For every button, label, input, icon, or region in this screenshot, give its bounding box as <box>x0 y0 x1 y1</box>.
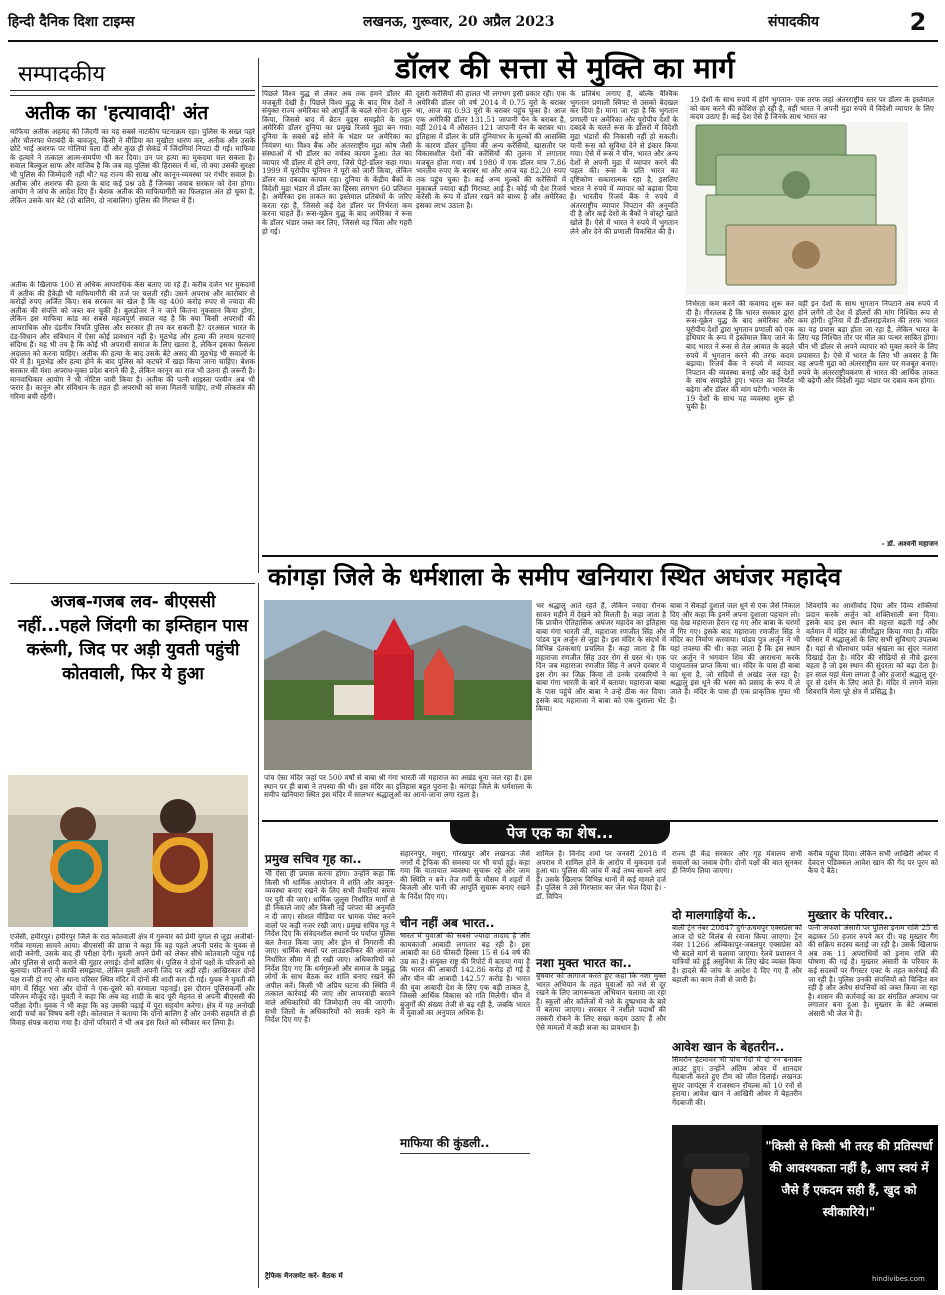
column-rule <box>258 583 259 1288</box>
section-rule <box>10 583 255 584</box>
headline-rule <box>262 86 938 87</box>
couple-photo <box>8 775 248 927</box>
atiq-headline: अतीक का 'हत्यावादी' अंत <box>25 102 209 124</box>
quote-site: hindivibes.com <box>872 1275 925 1283</box>
quote-text: "किसी से किसी भी तरह की प्रतिस्पर्धा की आवश्यकता नहीं है, आप स्वयं में जैसे हैं एकदम सही हैं, खुद को स्वीकारिये।" <box>765 1139 933 1219</box>
mukhtar-body: पत्नी अफशां अंसारी पर पुलिस इनाम राशि 25 से बढ़ाकर 50 हजार रुपये कर दी। वह मुख्तार गैंग की सक्रिय सदस्य बताई जा रही है। उसके खिलाफ अब तक 11 अपराधियों को इनाम राशि की घोषणा की गई है। मुख्तार अंसारी के परिवार के कई सदस्यों पर गैंगस्टर एक्ट के तहत कार्रवाई की जा रही है। पुलिस उनकी संपत्तियों को चिन्हित कर रही है और अवैध संपत्तियों को जब्त किया जा रहा है। शासन की कार्रवाई का डर संगठित अपराध पर लगातार बना हुआ है। मुख्तार के बेटे अब्बास अंसारी भी जेल में हैं। <box>808 924 938 1018</box>
mafia-title: माफिया की कुंडली.. <box>400 1134 530 1154</box>
dollar-col-2: दूसरी करेंसियों की हालत भी लगभग इसी प्रकार रही। एक अमेरिकी डॉलर जो वर्ष 2014 में 0.75 यूरो के बराबर था, आज वह 0.93 यूरो के बराबर पहुंच चुका है। आज एक अमेरिकी डॉलर 131.51 जापानी येन के बराबर है, वहीं 2014 में औसतन 121 जापानी येन के बराबर था। इतिहास में डॉलर के प्रति दुनियाभर के मुल्कों की आसक्ति के कारण डॉलर दुनिया की अन्य करेंसियों, खासतौर पर विकासशील देशों की करेंसियों की तुलना में लगातार मजबूत होता गया। वर्ष 1980 में एक डॉलर मात्र 7.86 भारतीय रुपए के बराबर था और आज वह 82.20 रुपए तक पहुंच चुका है। कई अन्य मुल्कों की करेंसियों में मुकाबले ज्यादा बड़ी गिरावट आई है। कोई भी देश रिजर्व करेंसी के रूप में डॉलर रखने को बाध्य है और अमेरिका इसका लाभ उठाता है। <box>416 90 566 210</box>
love-body: एजेंसी, हमीरपुर। हमीरपुर जिले के राठ कोतवाली क्षेत्र में गुरुवार को प्रेमी युगल से जुड़ा अजीबो-गरीब मामला सामने आया। बीएससी की छात्रा ने कहा कि वह पहले अपनी पसंद के युवक से शादी करेगी, उसके बाद ही परीक्षा देगी। युवती अपने प्रेमी को लेकर सीधे कोतवाली पहुंच गई और पुलिस से शादी कराने की गुहार लगाई। दोनों बालिग थे। पुलिस ने दोनों पक्षों के परिजनों को बुलाया। परिजनों ने काफी समझाया, लेकिन युवती अपनी जिद पर अड़ी रही। आखिरकार दोनों पक्ष राजी हो गए और थाना परिसर स्थित मंदिर में दोनों की शादी करा दी गई। युवक ने युवती की मांग में सिंदूर भरा और दोनों ने एक-दूसरे को वरमाला पहनाई। इस दौरान पुलिसकर्मी और परिजन मौजूद रहे। युवती ने कहा कि अब वह शादी के बाद पूरी मेहनत से अपनी बीएससी की परीक्षा देगी। युवक ने भी कहा कि वह उसकी पढ़ाई में पूरा सहयोग करेगा। क्षेत्र में यह अनोखी शादी चर्चा का विषय बनी रही। कोतवाल ने बताया कि दोनों बालिग हैं और उनकी सहमति से ही विवाह संपन्न कराया गया है। दोनों परिवारों ने भी अब इस रिश्ते को स्वीकार कर लिया है। <box>10 933 255 1027</box>
section-name: संपादकीय <box>768 14 819 30</box>
malgadi-body: बाली ट्रेन नंबर 20847 दुर्ग-ऊधमपुर एक्सप्रेस को आज दो घंटे विलंब से रवाना किया जाएगा। ट्रेन नंबर 11266 अम्बिकापुर-जबलपुर एक्सप्रेस को भी बदले मार्ग से चलाया जाएगा। रेलवे प्रशासन ने यात्रियों को हुई असुविधा के लिए खेद व्यक्त किया है। हादसे की जांच के आदेश दे दिए गए हैं और बहाली का काम तेजी से जारी है। <box>672 924 802 984</box>
farright-body-1: राज्य ही केंद्र सरकार और गृह मंत्रालय सभी सवालों का जवाब देगी। दोनों पक्षों की बात सुनकर ही निर्णय लिया जाएगा। <box>672 850 802 876</box>
sachiv-title: प्रमुख सचिव गृह का.. <box>265 850 395 870</box>
temple-caption: पांच ऐसा मंदिर जहां पर 500 वर्षों से बाबा श्री गंगा भारती जी महाराज का अखंड धूना जल रहा है। इस स्थान पर ही बाबा ने तपस्या की थी। इस मंदिर का इतिहास बहुत पुराना है। कांगड़ा जिले के धर्मशाला के समीप खनियारा स्थित इस मंदिर में सालभर श्रद्धालुओं का आना-जाना लगा रहता है। <box>264 774 532 800</box>
label-rule <box>10 90 255 96</box>
nasha-body: बुधवार को आगाज करते हुए कहा कि नशा मुक्त भारत अभियान के तहत युवाओं को नशे से दूर रखने के लिए जागरूकता अभियान चलाया जा रहा है। स्कूलों और कॉलेजों में नशे के दुष्प्रभाव के बारे में बताया जाएगा। सरकार ने नशीले पदार्थों की तस्करी रोकने के लिए सख्त कदम उठाए हैं और ऐसे मामलों में कड़ी सजा का प्रावधान है। <box>536 972 666 1032</box>
awesh-body: सिमरोन हेटमायर भी पांच गेंदों में दो रन बनाकर आउट हुए। उन्होंने अंतिम ओवर में शानदार गेंदबाजी करते हुए टीम को जीत दिलाई। लखनऊ सुपर जायंट्स ने राजस्थान रॉयल्स को 10 रनों से हराया। आवेश खान ने आखिरी ओवर में बेहतरीन गेंदबाजी की। <box>672 1056 802 1107</box>
china-body: भारत में युवाओं की सबसे ज्यादा तादाद है और कामकाजी आबादी लगातार बढ़ रही है। इस आबादी का 68 फीसदी हिस्सा 15 से 64 वर्ष की उम्र का है। संयुक्त राष्ट्र की रिपोर्ट में बताया गया है कि भारत की आबादी 142.86 करोड़ हो गई है और चीन की आबादी 142.57 करोड़ है। भारत की युवा आबादी देश के लिए एक बड़ी ताकत है, जिससे आर्थिक विकास को गति मिलेगी। चीन में बुजुर्गों की संख्या तेजी से बढ़ रही है, जबकि भारत में युवाओं का अनुपात अधिक है। <box>400 932 530 1018</box>
malgadi-title: दो मालगाड़ियों के.. <box>672 906 802 926</box>
dollar-col-1: पिछले विश्व युद्ध से लेकर अब तक हमने डॉलर की मजबूती देखी है। पिछले विश्व युद्ध के बाद मित्र देशों ने संयुक्त राज्य अमेरिका को आपूर्ति के बदले सोना देना शुरू किया, जिससे बाद में ब्रेटन वुड्स समझौते के तहत अमेरिकी डॉलर दुनिया का प्रमुख रिजर्व मुद्रा बन गया। दुनिया के सबसे बड़े सोने के भंडार पर अमेरिका का नियंत्रण था। विश्व बैंक और अंतरराष्ट्रीय मुद्रा कोष जैसी संस्थाओं में भी डॉलर का वर्चस्व कायम हुआ। तेल का व्यापार भी डॉलर में होने लगा, जिसे पेट्रो-डॉलर कहा गया। 1999 में यूरोपीय यूनियन ने यूरो को जारी किया, लेकिन डॉलर का दबदबा कायम रहा। दुनिया के केंद्रीय बैंकों के विदेशी मुद्रा भंडार में डॉलर का हिस्सा लगभग 60 प्रतिशत है। अमेरिका इस ताकत का इस्तेमाल प्रतिबंधों के जरिए करता रहा है, जिससे कई देश डॉलर पर निर्भरता कम करना चाहते हैं। रूस-यूक्रेन युद्ध के बाद अमेरिका ने रूस के डॉलर भंडार जब्त कर लिए, जिससे यह चिंता और गहरी हो गई। <box>262 90 412 236</box>
mukhtar-intro: करीब पहुंचा दिया। लेकिन सभी आखिरी ओवर में देवदत्त पडिक्कल आवेश खान की गेंद पर पूरन को कैच दे बैठे। <box>808 850 938 876</box>
awesh-title: आवेश खान के बेहतरीन.. <box>672 1038 802 1058</box>
column-rule <box>258 58 259 573</box>
dollar-byline: - डॉ. अश्वनी महाजन <box>881 540 938 548</box>
atiq-body-left: अतीक के खिलाफ 100 से अधिक आपराधिक केस बताए जा रहे हैं। करीब दर्जन भर मुकदमों में अतीक की हैकेड़ी भी माफियागीरी की तर्ज पर चलती रही। उसने अपराध और कारोबार से करोड़ों रुपए अर्जित किए। सब सरकार का खेल है कि यह 400 करोड़ रुपए से ज्यादा की अतीक की संपत्ति को जब्त कर चुकी है। बुलडोजर ने न जाने कितना नुकसान किया होगा, लेकिन इस माफिया कांड का सबसे महत्वपूर्ण सवाल यह है कि क्या किसी अपराधी की आपराधिक और दंडनीय नियति पुलिस और सरकार ही तय कर सकती है? दरअसल भारत के दंड-विधान और संविधान में ऐसा कोई प्रावधान नहीं है। मुठभेड़ और हत्या की तमाम घटनाएं संदिग्ध हैं। यह भी तय है कि कोई भी अपराधी समाज के लिए खतरा है, लेकिन इसका फैसला अदालत को करना चाहिए। अतीक की हत्या के बाद उसके बेटे असद की मुठभेड़ भी सवालों के घेरे में है। मुठभेड़ और हत्या होने के बाद पुलिस को कटघरे में खड़ा किया जाना चाहिए। बेशक सरकार की मंशा अपराध-मुक्त प्रदेश बनाने की है, लेकिन कानून का राज भी उतना ही जरूरी है। मानवाधिकार आयोग ने भी नोटिस जारी किया है। अतीक की पत्नी शाइस्ता परवीन अब भी फरार है। कानून और संविधान के तहत ही अपराधी को सजा मिलनी चाहिए, तभी लोकतंत्र की गरिमा बची रहेगी। <box>10 281 255 401</box>
mukhtar-title: मुख्तार के परिवार.. <box>808 906 938 926</box>
sachiv-footer: ट्रैफिक मैनजमेंट करें- बैठक में <box>265 1272 343 1280</box>
portrait-image <box>672 1125 762 1290</box>
nasha-title: नशा मुक्त भारत का.. <box>536 954 666 974</box>
page-number: 2 <box>909 8 927 36</box>
temple-col-1: भर श्रद्धालु आते रहते हैं, लेकिन ज्यादा रौनक सावन महीने में देखने को मिलती है। कहा जाता है कि प्राचीन ऐतिहासिक अघंजर महादेव का इतिहास बाबा गंगा भारती जी, महाराजा रणजीत सिंह और पांडव पुत्र अर्जुन से जुड़ा है। इस मंदिर के संदर्भ में विभिन्न दंतकथाएं प्रचलित हैं। कहा जाता है कि महाराजा रणजीत सिंह उदर रोग से ग्रस्त थे। एक दिन जब महाराजा रणजीत सिंह ने अपने दरबार में इस रोग का जिक्र किया तो उनके दरबारियों ने बाबा गंगा भारती के बारे में बताया। महाराजा बाबा के पास पहुंचे और बाबा ने उन्हें ठीक कर दिया। इसके बाद महाराजा ने बाबा को एक दुशाला भेंट किया। <box>536 602 666 714</box>
editorial-label: सम्पादकीय <box>18 62 106 87</box>
temple-photo <box>264 600 532 770</box>
dollar-caption: 19 देशों के साथ रुपये में होंगे भुगतान- एक तरफ जहां अंतरराष्ट्रीय स्तर पर डॉलर के इस्तेमाल को कम करने की कोशिश हो रही है, वहीं भारत ने अपनी मुद्रा रुपये में विदेशी व्यापार के लिए कदम उठाए हैं। कई देश ऐसे हैं जिनके साथ भारत का <box>690 96 934 122</box>
masthead <box>8 6 938 42</box>
dollar-col-3: के प्रतिबंध लगाए हैं, बल्कि वैश्विक भुगतान प्रणाली स्विफ्ट से उसको बेदखल कर दिया है। माना जा रहा है कि भुगतान प्रणाली पर अमेरिका और यूरोपीय देशों के दबदबे के चलते रूस के डॉलरों में विदेशी मुद्रा भंडारों की निकासी नहीं हो सकती। यानी रूस को सुविधा देने से इंकार किया गया। ऐसे में रूस ने चीन, भारत और अन्य देशों से अपनी मुद्रा में व्यापार करने की पहल की। रूस के प्रति भारत का दृष्टिकोण सकारात्मक रहा है, इसलिए भारत ने रुपये में व्यापार को बढ़ावा दिया है। भारतीय रिजर्व बैंक ने रुपये में अंतरराष्ट्रीय व्यापार निपटान की अनुमति दी है और कई देशों के बैंकों ने वोस्ट्रो खाते खोले हैं। ऐसे में भारत ने रुपये में भुगतान लेने और देने की प्रणाली विकसित की है। <box>570 90 678 236</box>
dollar-col-4: निर्भरता कम करने की कवायद शुरू कर दी है। गौरतलब है कि भारत सरकार द्वारा रूस-यूक्रेन युद्ध के बाद अमेरिका और यूरोपीय देशों द्वारा भुगतान प्रणाली को एक हथियार के रूप में इस्तेमाल किए जाने के बाद भारत ने रूस से तेल आयात के बदले रुपये में भुगतान करने की तरफ कदम बढ़ाया। रिजर्व बैंक ने रुपये में व्यापार निपटान की व्यवस्था बनाई और कई देशों के साथ समझौते हुए। भारत का निर्यात बढ़ेगा और डॉलर की मांग घटेगी। भारत के 19 देशों के साथ यह व्यवस्था शुरू हो चुकी है। <box>686 300 794 412</box>
paper-name: हिन्दी दैनिक दिशा टाइम्स <box>8 14 135 30</box>
atiq-body-left-top: माफिया अतीक अहमद की जिंदगी का यह सबसे नाटकीय घटनाक्रम रहा। पुलिस के सख्त पहरे और चौतरफा घेराबंदी के बावजूद, किसी ने मीडिया का मुखौटा धारण कर, अतीक और उसके छोटे भाई अशरफ पर गोलियां चला दीं और कुछ ही सेकंड में जिंदगियां निपटा दी गईं। माफिया के हत्यारे ने तत्काल आत्म-समर्पण भी कर दिया। उन पर हत्या का मुकदमा चल सकता है। सवाल बिल्कुल साफ और वाजिब है कि जब वह पुलिस की हिरासत में था, तो क्या उसकी सुरक्षा भी पुलिस की जिम्मेदारी नहीं थी? यह राज्य की साख और कानून-व्यवस्था पर गंभीर सवाल है। अतीक और अशरफ की हत्या के बाद कई प्रश्न उठे हैं जिनका जवाब सरकार को देना होगा। आयोग ने जांच के आदेश दिए हैं। बेशक अतीक की माफियागीरी का फिलहाल अंत हो चुका है, लेकिन उसके चार बेटे (दो बालिग, दो नाबालिग) पुलिस की गिरफ्त में हैं। <box>10 128 255 205</box>
sachiv-body: भी ऐसा ही प्रयास करना होगा। उन्होंने कहा कि किसी भी धार्मिक आयोजन में शांति और कानून-व्यवस्था बनाए रखने के लिए सभी तैयारियां समय पर पूरी की जाएं। धार्मिक जुलूस निर्धारित मार्गों से ही निकाले जाएं और किसी नई परंपरा की अनुमति न दी जाए। सोशल मीडिया पर भ्रामक पोस्ट करने वालों पर कड़ी नजर रखी जाए। प्रमुख सचिव गृह ने निर्देश दिए कि संवेदनशील स्थानों पर पर्याप्त पुलिस बल तैनात किया जाए और ड्रोन से निगरानी की जाए। धार्मिक स्थलों पर लाउडस्पीकर की आवाज निर्धारित सीमा में ही रखी जाए। अधिकारियों को निर्देश दिए गए कि धर्मगुरुओं और समाज के प्रबुद्ध लोगों के साथ बैठक कर शांति बनाए रखने की अपील करें। किसी भी अप्रिय घटना की स्थिति में तत्काल कार्रवाई की जाए और लापरवाही बरतने वाले अधिकारियों की जिम्मेदारी तय की जाएगी। सभी जिलों के अधिकारियों को सतर्क रहने के निर्देश दिए गए हैं। <box>265 870 395 1025</box>
china-title: चीन नहीं अब भारत.. <box>400 914 530 934</box>
continued-band: पेज एक का शेष... <box>450 822 670 844</box>
section-rule <box>262 555 938 557</box>
temple-col-2: बाबा ने सैकड़ों दुशाले जल धूने से एक जैसे निकाल दिए और कहा कि इनमें अपना दुशाला पहचान लो। यह देख महाराजा हैरान रह गए और बाबा के चरणों में गिर गए। इसके बाद महाराजा रणजीत सिंह ने मंदिर का निर्माण करवाया। पांडव पुत्र अर्जुन ने भी यहां तपस्या की थी। कहा जाता है कि इस स्थान पर अर्जुन ने भगवान शिव की आराधना करके पाशुपतास्त्र प्राप्त किया था। मंदिर के पास ही बाबा का धूना है, जो सदियों से अखंड जल रहा है। श्रद्धालु इस धूने की भस्म को प्रसाद के रूप में ले जाते हैं। मंदिर के पास ही एक प्राकृतिक गुफा भी है। <box>670 602 800 705</box>
love-headline: अजब-गजब लव- बीएससी नहीं...पहले जिंदगी का इम्तिहान पास करूंगी, जिद पर अड़ी युवती पहुंची कोतवाली, फिर ये हुआ <box>18 592 248 684</box>
dollar-col-5: वहीं इन देशों के साथ भुगतान निपटाने अब रुपये में होने लगेंगे तो देश में डॉलरों की मांग निश्चित रूप से कम होगी। दुनिया में डी-डॉलराइजेशन की तरफ भारत का यह प्रयास बड़ा होता जा रहा है, लेकिन भारत के लिए यह निश्चित तौर पर मील का पत्थर साबित होगा। चीन भी डॉलर से अपने व्यापार को मुक्त करने के लिए प्रयासरत है। ऐसे में भारत के लिए भी अवसर है कि वह अपनी मुद्रा को अंतरराष्ट्रीय स्तर पर मजबूत बनाए। रुपये के अंतरराष्ट्रीयकरण से भारत की आर्थिक ताकत भी बढ़ेगी और विदेशी मुद्रा भंडार पर दबाव कम होगा। <box>798 300 938 386</box>
temple-col-3: शिवरात्रि का आशीर्वाद दिया और दिव्य शक्तियां प्रदान करके अर्जुन को शक्तिशाली बना दिया। इसके बाद इस स्थान की महत्ता बढ़ती गई और वर्तमान में मंदिर का जीर्णोद्धार किया गया है। मंदिर परिसर में श्रद्धालुओं के लिए सभी सुविधाएं उपलब्ध हैं। यहां से धौलाधार पर्वत श्रृंखला का सुंदर नजारा दिखाई देता है। मंदिर की सीढ़ियों से नीचे झरना बहता है जो इस स्थान की सुंदरता को बढ़ा देता है। हर साल यहां मेला लगता है और हजारों श्रद्धालु दूर-दूर से दर्शन के लिए आते हैं। मंदिर में लगने वाला शिवरात्रि मेला पूरे क्षेत्र में प्रसिद्ध है। <box>806 602 938 696</box>
currency-photo <box>686 105 908 295</box>
quote-box <box>672 1125 938 1290</box>
dollar-headline: डॉलर की सत्ता से मुक्ति का मार्ग <box>395 51 735 85</box>
dateline: लखनऊ, गुरूवार, 20 अप्रैल 2023 <box>363 14 555 30</box>
temple-headline: कांगड़ा जिले के धर्मशाला के समीप खनियारा स्थित अघंजर महादेव <box>268 563 842 591</box>
mid-body-1: सहारनपुर, मथुरा, गोरखपुर और लखनऊ जैसे नगरों में ट्रैफिक की समस्या पर भी चर्चा हुई। कहा गया कि यातायात व्यवस्था सुचारू रहे और जाम की स्थिति न बने। तेज गर्मी के मौसम में शहरों में बिजली और पानी की आपूर्ति सुचारू बनाए रखने के निर्देश दिए गए। <box>400 850 530 901</box>
rightmid-body-1: शामिल है। विनोद शर्मा पर जनवरी 2018 में अपराध में शामिल होने के आरोप में मुकदमा दर्ज हुआ था। पुलिस की जांच में कई तथ्य सामने आए हैं। उसके खिलाफ विभिन्न थानों में कई मामले दर्ज हैं। पुलिस ने उसे गिरफ्तार कर जेल भेज दिया है। - डॉ. विपिन <box>536 850 666 901</box>
